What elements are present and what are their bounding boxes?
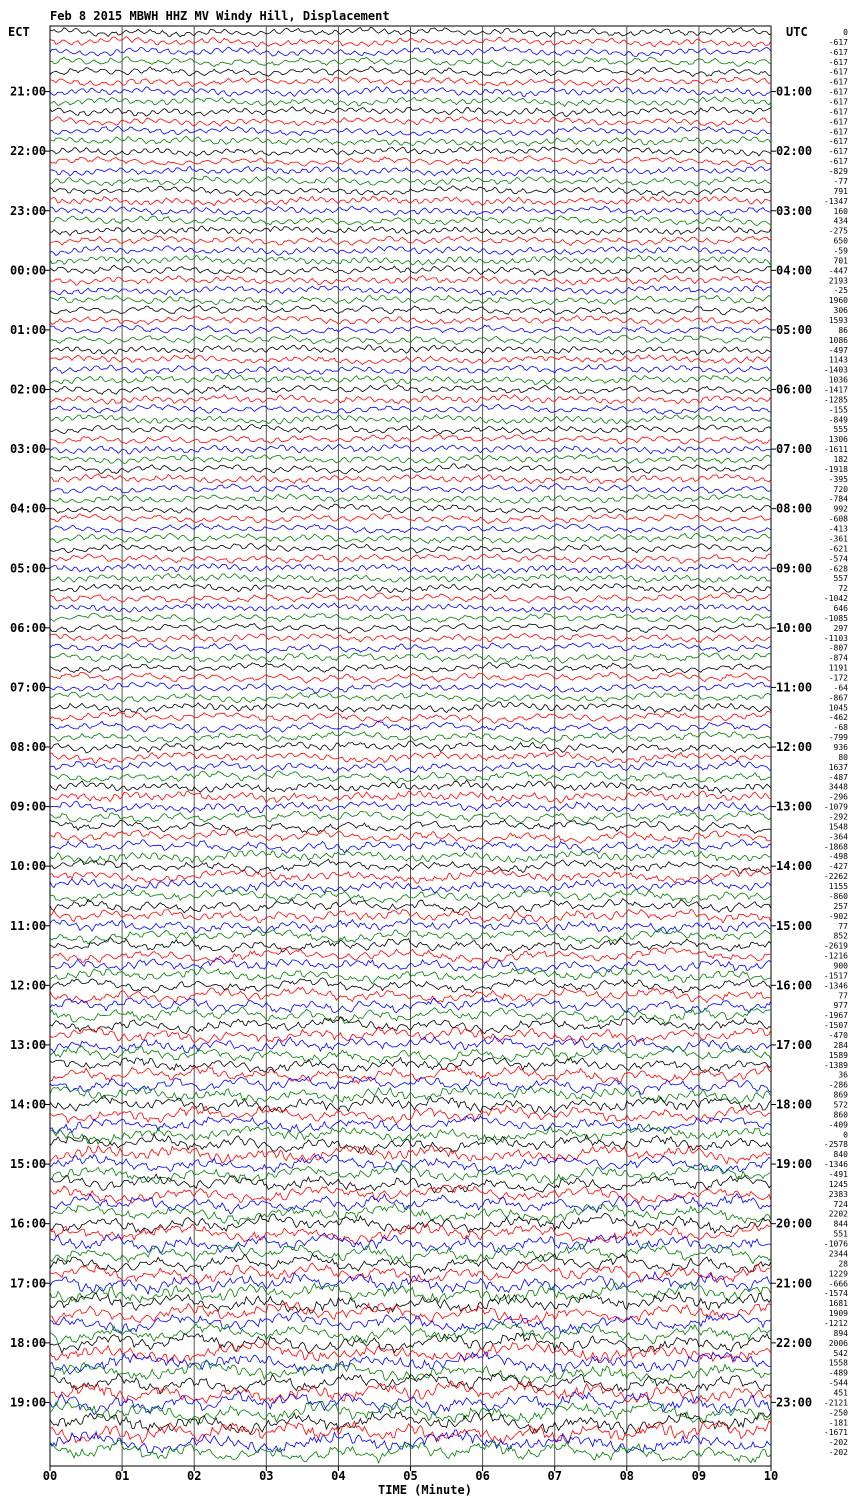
trace-offset-label: -617 xyxy=(828,117,848,127)
trace-offset-label: -1216 xyxy=(823,951,848,961)
trace-offset-label: 434 xyxy=(833,216,848,226)
trace-offset-label: 1589 xyxy=(828,1050,848,1060)
trace-offset-label: -497 xyxy=(828,345,848,355)
trace-offset-label: -1403 xyxy=(823,365,848,375)
trace-offset-label: -409 xyxy=(828,1120,848,1130)
x-tick-label: 08 xyxy=(619,1469,635,1483)
trace-offset-label: -77 xyxy=(833,176,848,186)
trace-offset-label: -364 xyxy=(828,832,848,842)
trace-offset-label: -462 xyxy=(828,713,848,723)
right-hour-label: 15:00 xyxy=(776,918,813,933)
trace-offset-label: -202 xyxy=(828,1438,848,1448)
x-tick-label: 10 xyxy=(763,1469,779,1483)
left-hour-label: 00:00 xyxy=(10,263,47,278)
trace-offset-label: -617 xyxy=(828,47,848,57)
trace-offset-label: 1086 xyxy=(828,335,848,345)
trace-offset-label: 1909 xyxy=(828,1309,848,1319)
x-tick-label: 02 xyxy=(186,1469,202,1483)
trace-offset-label: -617 xyxy=(828,57,848,67)
left-hour-label: 09:00 xyxy=(10,799,47,814)
x-tick-label: 03 xyxy=(259,1469,274,1483)
trace-offset-label: -1085 xyxy=(823,613,848,623)
trace-offset-label: -1671 xyxy=(823,1428,848,1438)
trace-offset-label: -617 xyxy=(828,87,848,97)
right-hour-label: 23:00 xyxy=(776,1395,813,1410)
trace-offset-label: -1346 xyxy=(823,981,848,991)
left-hour-label: 22:00 xyxy=(10,144,47,159)
right-hour-label: 17:00 xyxy=(776,1037,813,1052)
trace-offset-label: -544 xyxy=(828,1378,848,1388)
trace-offset-label: 160 xyxy=(833,206,848,216)
trace-offset-label: 650 xyxy=(833,236,848,246)
trace-offset-label: 451 xyxy=(833,1388,848,1398)
trace-offset-label: -874 xyxy=(828,653,848,663)
x-tick-label: 04 xyxy=(331,1469,346,1483)
x-tick-label: 07 xyxy=(547,1469,562,1483)
trace-offset-label: -1574 xyxy=(823,1289,848,1299)
trace-offset-label: 1245 xyxy=(828,1179,848,1189)
trace-offset-label: -621 xyxy=(828,544,848,554)
trace-offset-label: 1306 xyxy=(828,435,848,445)
trace-offset-label: 572 xyxy=(833,1100,848,1110)
right-hour-label: 16:00 xyxy=(776,978,813,993)
trace-offset-label: 1681 xyxy=(828,1299,848,1309)
left-hour-label: 16:00 xyxy=(10,1216,47,1231)
trace-offset-label: 977 xyxy=(833,1001,848,1011)
left-hour-label: 21:00 xyxy=(10,84,47,99)
right-hour-label: 06:00 xyxy=(776,382,813,397)
trace-offset-label: -1079 xyxy=(823,802,848,812)
trace-offset-label: 2383 xyxy=(828,1189,848,1199)
trace-offset-label: 72 xyxy=(838,584,848,594)
trace-offset-label: 0 xyxy=(843,1130,848,1140)
trace-offset-label: -395 xyxy=(828,474,848,484)
trace-offset-label: 555 xyxy=(833,425,848,435)
trace-offset-label: -784 xyxy=(828,494,848,504)
trace-offset-label: -628 xyxy=(828,564,848,574)
x-tick-label: 05 xyxy=(403,1469,418,1483)
trace-offset-label: 1143 xyxy=(828,355,848,365)
left-hour-label: 23:00 xyxy=(10,203,47,218)
x-tick-label: 06 xyxy=(475,1469,490,1483)
left-hour-label: 18:00 xyxy=(10,1335,47,1350)
x-tick-label: 01 xyxy=(114,1469,130,1483)
trace-offset-label: -487 xyxy=(828,772,848,782)
trace-offset-label: -1417 xyxy=(823,385,848,395)
left-hour-label: 10:00 xyxy=(10,859,47,874)
right-hour-label: 08:00 xyxy=(776,501,813,516)
trace-offset-label: -1507 xyxy=(823,1021,848,1031)
left-hour-label: 12:00 xyxy=(10,978,47,993)
trace-offset-label: -1967 xyxy=(823,1011,848,1021)
trace-offset-label: 992 xyxy=(833,504,848,514)
trace-offset-label: -25 xyxy=(833,286,848,296)
trace-offset-label: -447 xyxy=(828,266,848,276)
trace-offset-label: -617 xyxy=(828,147,848,157)
trace-offset-label: -286 xyxy=(828,1080,848,1090)
trace-offset-label: -1517 xyxy=(823,971,848,981)
trace-offset-label: 28 xyxy=(838,1259,848,1269)
trace-offset-label: -617 xyxy=(828,77,848,87)
trace-offset-label: -617 xyxy=(828,67,848,77)
trace-offset-label: 1229 xyxy=(828,1269,848,1279)
trace-offset-label: -498 xyxy=(828,852,848,862)
left-hour-label: 06:00 xyxy=(10,620,47,635)
trace-offset-label: -617 xyxy=(828,127,848,137)
trace-offset-label: -1076 xyxy=(823,1239,848,1249)
trace-offset-label: 257 xyxy=(833,901,848,911)
trace-offset-label: -1918 xyxy=(823,464,848,474)
left-hour-label: 17:00 xyxy=(10,1276,47,1291)
trace-offset-label: 1191 xyxy=(828,663,848,673)
trace-offset-label: -860 xyxy=(828,891,848,901)
trace-offset-label: -902 xyxy=(828,911,848,921)
left-hour-label: 15:00 xyxy=(10,1157,47,1172)
trace-offset-label: -849 xyxy=(828,415,848,425)
right-hour-label: 10:00 xyxy=(776,620,813,635)
right-hour-label: 22:00 xyxy=(776,1335,813,1350)
trace-offset-label: -275 xyxy=(828,226,848,236)
trace-offset-label: 1637 xyxy=(828,762,848,772)
trace-offset-label: 2202 xyxy=(828,1209,848,1219)
left-hour-label: 01:00 xyxy=(10,322,47,337)
right-hour-label: 21:00 xyxy=(776,1276,813,1291)
trace-offset-label: -413 xyxy=(828,524,848,534)
right-hour-label: 07:00 xyxy=(776,442,813,457)
left-hour-label: 05:00 xyxy=(10,561,47,576)
trace-offset-label: -470 xyxy=(828,1030,848,1040)
trace-offset-label: -2121 xyxy=(823,1398,848,1408)
right-hour-label: 02:00 xyxy=(776,144,813,159)
trace-offset-label: -1868 xyxy=(823,842,848,852)
trace-offset-label: -617 xyxy=(828,97,848,107)
left-hour-label: 19:00 xyxy=(10,1395,47,1410)
trace-offset-label: -427 xyxy=(828,862,848,872)
right-hour-label: 09:00 xyxy=(776,561,813,576)
x-tick-label: 00 xyxy=(42,1469,58,1483)
right-hour-label: 20:00 xyxy=(776,1216,813,1231)
trace-offset-label: 844 xyxy=(833,1219,848,1229)
trace-offset-label: 2006 xyxy=(828,1338,848,1348)
trace-offset-label: -202 xyxy=(828,1448,848,1458)
trace-offset-label: 2344 xyxy=(828,1249,848,1259)
trace-offset-label: 894 xyxy=(833,1328,848,1338)
trace-offset-label: 86 xyxy=(838,325,848,335)
x-axis-label: TIME (Minute) xyxy=(378,1483,472,1497)
trace-offset-label: -491 xyxy=(828,1170,848,1180)
trace-offset-label: 720 xyxy=(833,484,848,494)
trace-offset-label: 1155 xyxy=(828,882,848,892)
trace-offset-label: 306 xyxy=(833,306,848,316)
trace-offset-label: 646 xyxy=(833,603,848,613)
trace-offset-label: -172 xyxy=(828,673,848,683)
trace-offset-label: 80 xyxy=(838,752,848,762)
left-hour-label: 08:00 xyxy=(10,740,47,754)
trace-offset-label: 0 xyxy=(843,28,848,37)
trace-offset-label: -617 xyxy=(828,137,848,147)
right-hour-label: 05:00 xyxy=(776,322,813,337)
trace-offset-label: -608 xyxy=(828,514,848,524)
trace-offset-label: 1548 xyxy=(828,822,848,832)
trace-offset-label: -1611 xyxy=(823,445,848,455)
trace-offset-label: -181 xyxy=(828,1418,848,1428)
trace-offset-label: -867 xyxy=(828,693,848,703)
trace-offset-label: -489 xyxy=(828,1368,848,1378)
right-hour-label: 19:00 xyxy=(776,1157,813,1172)
trace-offset-label: -68 xyxy=(833,723,848,733)
right-timezone-label: UTC xyxy=(786,25,808,39)
trace-offset-label: 860 xyxy=(833,1110,848,1120)
trace-offset-label: -617 xyxy=(828,107,848,117)
left-hour-label: 14:00 xyxy=(10,1097,47,1112)
trace-offset-label: -2619 xyxy=(823,941,848,951)
trace-offset-label: -807 xyxy=(828,643,848,653)
trace-offset-label: 1593 xyxy=(828,315,848,325)
trace-offset-label: -292 xyxy=(828,812,848,822)
trace-offset-label: 284 xyxy=(833,1040,848,1050)
trace-offset-label: -666 xyxy=(828,1279,848,1289)
trace-offset-label: 297 xyxy=(833,623,848,633)
left-hour-labels xyxy=(10,85,50,1410)
trace-offset-label: -64 xyxy=(833,683,848,693)
trace-offset-label: -296 xyxy=(828,792,848,802)
trace-offset-label: -617 xyxy=(828,157,848,167)
trace-offset-label: -1346 xyxy=(823,1160,848,1170)
right-hour-label: 04:00 xyxy=(776,263,813,278)
trace-offset-label: 551 xyxy=(833,1229,848,1239)
trace-offset-labels xyxy=(824,28,848,1457)
x-tick-label: 09 xyxy=(691,1469,707,1483)
trace-offset-label: -1285 xyxy=(823,395,848,405)
trace-offset-label: 77 xyxy=(838,991,848,1001)
left-hour-label: 04:00 xyxy=(10,501,47,516)
trace-offset-label: 724 xyxy=(833,1199,848,1209)
trace-offset-label: 1960 xyxy=(828,296,848,306)
left-hour-label: 02:00 xyxy=(10,382,47,397)
trace-offset-label: -2578 xyxy=(823,1140,848,1150)
trace-offset-label: 542 xyxy=(833,1348,848,1358)
trace-offset-label: 182 xyxy=(833,455,848,465)
trace-offset-label: -361 xyxy=(828,534,848,544)
trace-offset-label: 557 xyxy=(833,574,848,584)
trace-offset-label: 936 xyxy=(833,743,848,752)
trace-offset-label: -59 xyxy=(833,246,848,256)
trace-offset-label: -2262 xyxy=(823,872,848,882)
trace-offset-label: -1389 xyxy=(823,1060,848,1070)
trace-offset-label: -799 xyxy=(828,733,848,743)
trace-offset-label: -250 xyxy=(828,1408,848,1418)
trace-offset-label: 3448 xyxy=(828,782,848,792)
trace-offset-label: -617 xyxy=(828,37,848,47)
left-hour-label: 03:00 xyxy=(10,442,47,457)
trace-offset-label: -1212 xyxy=(823,1318,848,1328)
trace-offset-label: 1558 xyxy=(828,1358,848,1368)
left-hour-label: 07:00 xyxy=(10,680,47,695)
trace-offset-label: 77 xyxy=(838,921,848,931)
chart-title: Feb 8 2015 MBWH HHZ MV Windy Hill, Displacement xyxy=(50,9,390,23)
trace-offset-label: 791 xyxy=(833,186,848,196)
trace-offset-label: -1042 xyxy=(823,594,848,604)
left-timezone-label: ECT xyxy=(8,25,30,39)
left-hour-label: 13:00 xyxy=(10,1037,47,1052)
trace-offset-label: 900 xyxy=(833,961,848,971)
right-hour-label: 12:00 xyxy=(776,740,813,754)
trace-offset-label: 1036 xyxy=(828,375,848,385)
trace-offset-label: -574 xyxy=(828,554,848,564)
trace-offset-label: 36 xyxy=(838,1070,848,1080)
x-axis-ticks xyxy=(43,1466,778,1483)
right-hour-labels xyxy=(771,85,812,1410)
trace-offset-label: -155 xyxy=(828,405,848,415)
left-hour-label: 11:00 xyxy=(10,918,47,933)
trace-offset-label: 840 xyxy=(833,1150,848,1160)
right-hour-label: 14:00 xyxy=(776,859,813,874)
right-hour-label: 03:00 xyxy=(776,203,813,218)
trace-offset-label: 1045 xyxy=(828,703,848,713)
right-hour-label: 18:00 xyxy=(776,1097,813,1112)
right-hour-label: 11:00 xyxy=(776,680,813,695)
trace-offset-label: 852 xyxy=(833,931,848,941)
trace-offset-label: -1347 xyxy=(823,196,848,206)
trace-offset-label: 2193 xyxy=(828,276,848,286)
trace-offset-label: -829 xyxy=(828,167,848,177)
trace-offset-label: -1103 xyxy=(823,633,848,643)
trace-offset-label: 869 xyxy=(833,1090,848,1100)
right-hour-label: 13:00 xyxy=(776,799,813,814)
right-hour-label: 01:00 xyxy=(776,84,813,99)
trace-offset-label: 701 xyxy=(833,256,848,266)
